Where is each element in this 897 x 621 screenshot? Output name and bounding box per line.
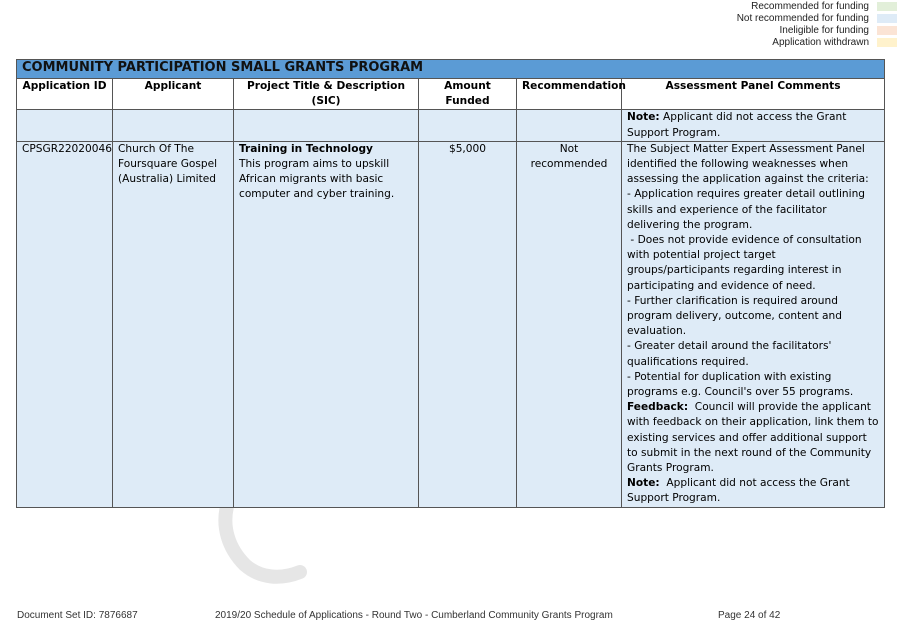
legend-label: Application withdrawn bbox=[772, 36, 869, 48]
feedback bbox=[627, 400, 882, 476]
feedback-text: Council will provide the applicant with feedback on their application, link them to existing services and offer additional support to submit in the next round of the Community Grants Program. bbox=[627, 401, 882, 475]
legend-item-not-recommended bbox=[597, 12, 897, 24]
weakness-item: - Application requires greater detail outlining skills and experience of the facilitator delivering the program. bbox=[627, 188, 866, 231]
cell-comments bbox=[622, 110, 885, 141]
col-header-application-id: Application ID bbox=[17, 79, 113, 110]
note-label: Note: bbox=[627, 111, 660, 124]
weakness-item: - Greater detail around the facilitators' qualifications required. bbox=[627, 340, 832, 368]
note-label: Note: bbox=[627, 477, 660, 490]
cell-recommendation: Not recommended bbox=[517, 141, 622, 507]
legend-swatch-green bbox=[877, 2, 897, 11]
footer-doc-id: Document Set ID: 7876687 bbox=[17, 610, 138, 621]
note bbox=[627, 476, 879, 506]
table-row bbox=[17, 141, 885, 507]
program-title: COMMUNITY PARTICIPATION SMALL GRANTS PROGRAM bbox=[17, 60, 885, 79]
funding-legend bbox=[597, 0, 897, 48]
col-header-amount: Amount Funded bbox=[419, 79, 517, 110]
legend-item-withdrawn bbox=[597, 36, 897, 48]
legend-item-recommended bbox=[597, 0, 897, 12]
legend-swatch-blue bbox=[877, 14, 897, 23]
cell-comments bbox=[622, 141, 885, 507]
weakness-item: - Further clarification is required around program delivery, outcome, content and evaluation. bbox=[627, 294, 842, 338]
comments-intro: The Subject Matter Expert Assessment Panel identified the following weaknesses when assessing the application against the criteria: bbox=[627, 142, 869, 186]
note-text: Applicant did not access the Grant Support Program. bbox=[627, 111, 847, 139]
program-title-row bbox=[17, 60, 885, 79]
weakness-item: - Potential for duplication with existing programs e.g. Council's over 55 programs. bbox=[627, 370, 854, 399]
table-row bbox=[17, 110, 885, 141]
legend-label: Not recommended for funding bbox=[736, 12, 869, 24]
project-description: This program aims to upskill African migrants with basic computer and cyber training. bbox=[239, 158, 395, 201]
cell-empty bbox=[113, 110, 234, 141]
col-header-applicant: Applicant bbox=[113, 79, 234, 110]
cell-empty bbox=[17, 110, 113, 141]
grants-table bbox=[16, 59, 885, 508]
legend-label: Ineligible for funding bbox=[779, 24, 869, 36]
cell-empty bbox=[419, 110, 517, 141]
feedback-label: Feedback: bbox=[627, 401, 689, 414]
note-text: Applicant did not access the Grant Support Program. bbox=[627, 477, 854, 505]
footer-page: Page 24 of 42 bbox=[718, 610, 781, 621]
legend-label: Recommended for funding bbox=[751, 0, 869, 12]
col-header-project: Project Title & Description (SIC) bbox=[234, 79, 419, 110]
weakness-item: - Does not provide evidence of consultation with potential project target groups/participants regarding interest in participating and evidence of need. bbox=[627, 234, 865, 292]
cell-applicant: Church Of The Foursquare Gospel (Australia) Limited bbox=[113, 141, 234, 507]
legend-swatch-peach bbox=[877, 26, 897, 35]
cell-application-id: CPSGR22020046 bbox=[17, 141, 113, 507]
col-header-comments: Assessment Panel Comments bbox=[622, 79, 885, 110]
col-header-recommendation: Recommendation bbox=[517, 79, 622, 110]
legend-item-ineligible bbox=[597, 24, 897, 36]
cell-empty bbox=[517, 110, 622, 141]
cell-amount: $5,000 bbox=[419, 141, 517, 507]
cell-project bbox=[234, 141, 419, 507]
legend-swatch-yellow bbox=[877, 38, 897, 47]
header-row bbox=[17, 79, 885, 110]
footer-schedule: 2019/20 Schedule of Applications - Round Two - Cumberland Community Grants Program bbox=[215, 610, 613, 621]
cell-empty bbox=[234, 110, 419, 141]
project-title: Training in Technology bbox=[239, 142, 373, 155]
